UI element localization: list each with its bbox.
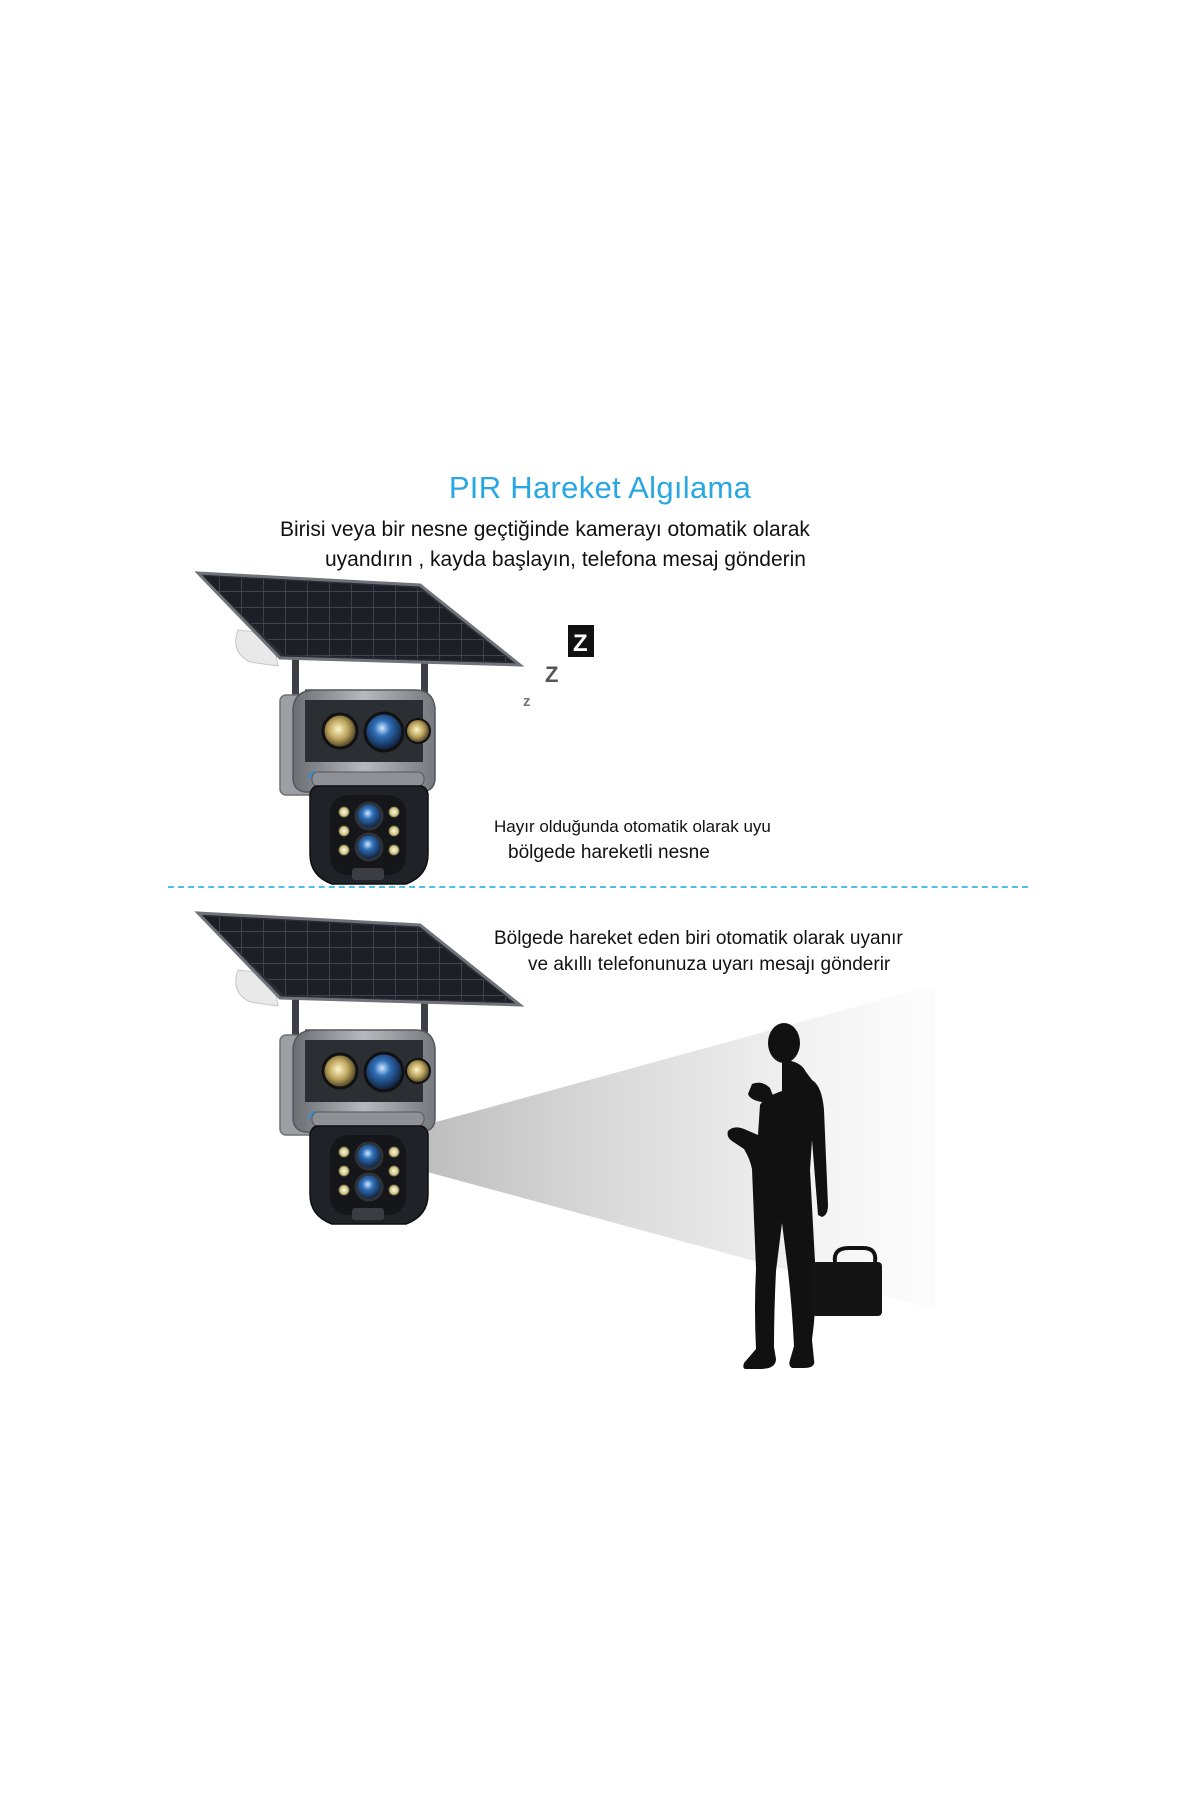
svg-text:Z: Z: [573, 630, 588, 657]
svg-text:Z: Z: [545, 662, 559, 687]
intro-line-2: uyandırın , kayda başlayın, telefona mesaj gönderin: [325, 548, 806, 571]
svg-text:z: z: [523, 693, 531, 710]
wake-caption-line-1: Bölgede hareket eden biri otomatik olarak uyanır: [494, 928, 903, 949]
sleep-caption-line-2: bölgede hareketli nesne: [508, 842, 710, 863]
sleep-z-icon: [523, 625, 594, 710]
detection-beam: [420, 985, 935, 1310]
page-title: PIR Hareket Algılama: [448, 470, 752, 505]
camera-sleeping: [198, 573, 520, 884]
intro-line-1: Birisi veya bir nesne geçtiğinde kamerayı otomatik olarak: [280, 518, 810, 541]
sleep-caption-line-1: Hayır olduğunda otomatik olarak uyu: [494, 817, 771, 836]
wake-caption-line-2: ve akıllı telefonunuza uyarı mesajı gönderir: [528, 954, 891, 975]
